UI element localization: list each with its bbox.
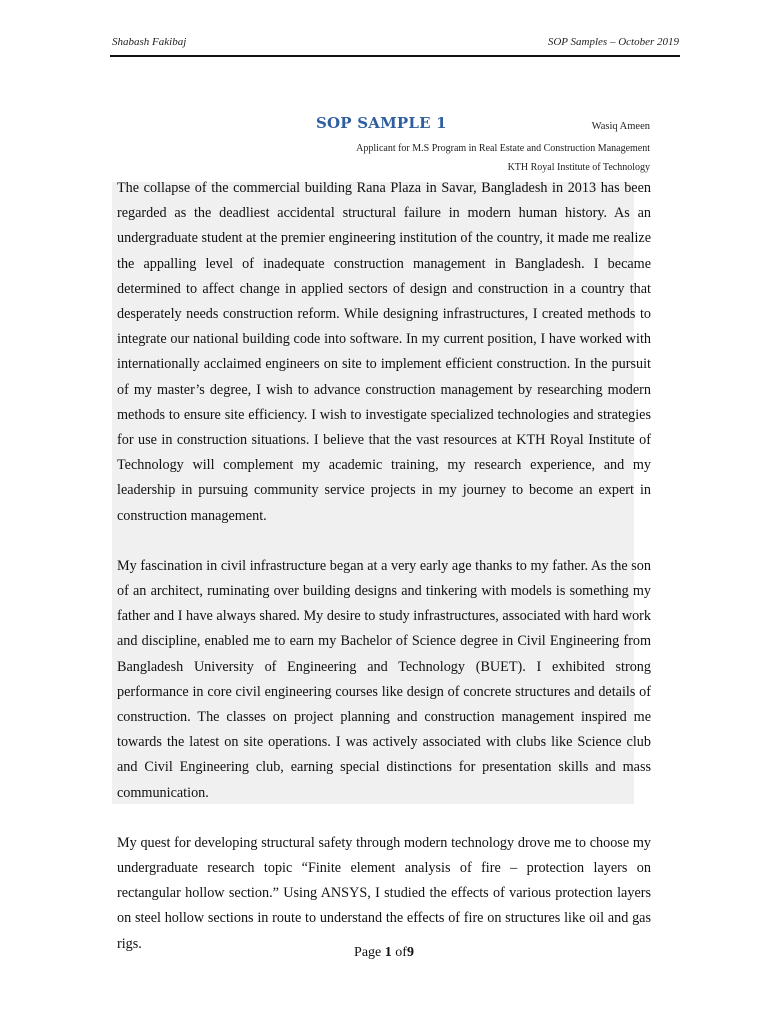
header-author: Shabash Fakibaj [112,36,187,48]
paragraph: My quest for developing structural safety through modern technology drove me to choose my undergraduate research topic “Finite element analysis of fire – protection layers on rectangular hollow section.” Using ANSYS, I studied the effects of various protection layers on steel hollow sections in route to understand the effects of fire on structures like oil and gas rigs. [117,834,651,952]
author-name: Wasiq Ameen [591,121,650,132]
paragraph: My fascination in civil infrastructure began at a very early age thanks to my father. As the son of an architect, ruminating over building designs and tinkering with models is something my father and I have always shared. My desire to study infrastructures, associated with hard work and discipline, enabled me to earn my Bachelor of Science degree in Civil Engineering from Bangladesh University of Engineering and Technology (BUET). I exhibited strong performance in core civil engineering courses like design of concrete structures and details of construction. The classes on project planning and construction management inspired me towards the latest on site operations. I was actively associated with clubs like Science club and Civil Engineering club, earning special distinctions for presentation skills and mass communication. [117,557,651,801]
applicant-program: Applicant for M.S Program in Real Estate and Construction Management [356,143,650,154]
applicant-institute: KTH Royal Institute of Technology [507,162,650,173]
document-body [117,176,651,982]
document-title: SOP SAMPLE 1 [316,114,447,132]
header-divider [110,55,680,57]
current-page-number: 1 [384,945,392,960]
page-of-label: of [395,945,407,960]
header-doc-title: SOP Samples – October 2019 [547,36,679,48]
page-label: Page [354,945,382,960]
page-header [112,36,679,48]
paragraph: The collapse of the commercial building Rana Plaza in Savar, Bangladesh in 2013 has been regarded as the deadliest accidental structural failure in modern human history. As an undergraduate student at the premier engineering institution of the country, it made me realize the appalling level of inadequate construction management in Bangladesh. I became determined to affect change in applied sectors of design and construction in a country that desperately needs construction reform. While designing infrastructures, I created methods to integrate our national building code into software. In my current position, I have worked with internationally acclaimed engineers on site to implement efficient construction. In the pursuit of my master’s degree, I wish to advance construction management by researching modern methods to ensure site efficiency. I wish to investigate specialized technologies and strategies for use in construction situations. I believe that the vast resources at KTH Royal Institute of Technology will complement my academic training, my research experience, and my leadership in pursuing community service projects in my journey to become an expert in construction management. [117,180,651,524]
page-footer [0,945,768,961]
total-page-count: 9 [406,945,414,960]
